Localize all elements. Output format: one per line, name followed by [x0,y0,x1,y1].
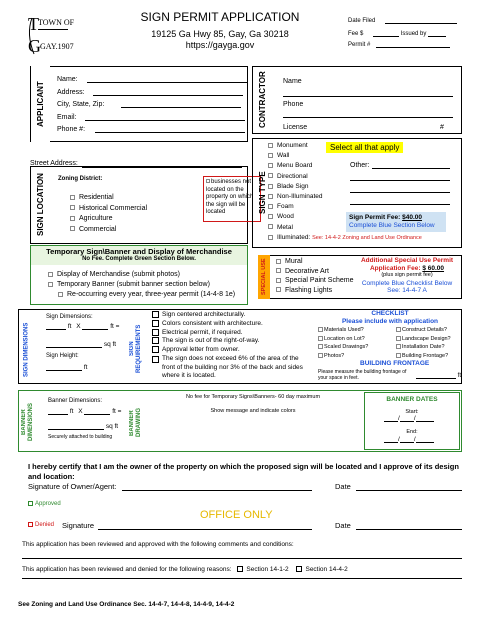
issued-by-label: Issued by [400,31,427,37]
sign-dimensions-caption: Sign Dimensions: [46,314,93,320]
zone-historical-commercial[interactable]: Historical Commercial [70,204,147,215]
fee-label: Fee $ [348,31,364,37]
banner-no-fee: No fee for Temporary Signs\Banners- 60 day maximum [185,394,321,400]
select-all-badge: Select all that apply [326,142,403,153]
zone-residential[interactable]: Residential [70,193,147,204]
sign-location-label: SIGN LOCATION [30,166,50,244]
special-decorative-art[interactable]: Decorative Art [276,267,353,277]
owner-signature-field[interactable] [122,490,312,491]
zone-agriculture[interactable]: Agriculture [70,214,147,225]
type-menu-board[interactable]: Menu Board [268,161,422,171]
seal-top-text: TOWN OF [38,18,75,27]
other-field-1[interactable] [372,168,450,169]
banner-show-colors: Show message and indicate colors [210,408,296,414]
special-flashing-lights[interactable]: Flashing Lights [276,286,353,296]
permit-label: Permit # [348,42,371,48]
office-signature-field[interactable] [98,529,312,530]
checklist-title: CHECKLIST [371,310,409,317]
banner-drawing-area[interactable] [148,416,358,448]
req-right-of-way[interactable]: The sign is out of the right-of-way. [152,337,312,346]
temp-display-merchandise[interactable]: Display of Merchandise (submit photos) [48,270,235,280]
type-monument[interactable]: Monument [268,141,422,151]
start-day[interactable] [400,421,414,422]
office-date-label: Date [335,521,351,530]
permit-field[interactable] [376,47,450,48]
seal-bottom-text: GAY.1907 [40,42,74,51]
owner-date-field[interactable] [356,490,462,491]
contractor-label: CONTRACTOR [252,66,272,134]
check-installation[interactable]: Installation Date? [396,343,451,352]
zoning-label: Zoning District: [58,176,103,182]
sign-requirements-label: SIGN REQUIREMENTS [129,324,142,374]
temporary-header [31,246,247,265]
banner-end-label: End: [406,429,418,435]
special-use-label: SPECIAL USE [258,255,270,299]
type-non-illuminated[interactable]: Non-Illuminated [268,192,422,202]
certify-text: I hereby certify that I am the owner of the property on which the proposed sign will be located and I approve of its design and location: [28,462,459,481]
special-mural[interactable]: Mural [276,257,353,267]
denied-text: This application has been reviewed and denied for the following reasons: [22,566,232,573]
office-only-label: OFFICE ONLY [200,509,273,521]
svg-text:G: G [28,36,41,56]
sign-dimensions-label: SIGN DIMENSIONS [23,322,30,378]
contractor-name-field[interactable] [283,96,453,97]
denied-checkbox[interactable]: Denied [28,522,54,528]
other-field-3[interactable] [350,192,450,193]
sign-fee-label: Sign Permit Fee: [349,214,401,221]
special-fee-value: $ 60.00 [422,264,445,272]
temporary-subtitle: No Fee. Complete Green Section Below. [82,256,196,262]
town-seal [22,14,75,60]
check-scaled-drawings[interactable]: Scaled Drawings? [318,343,368,352]
end-year[interactable] [416,442,434,443]
street-address-label: Street Address: [30,160,78,167]
banner-area-field[interactable] [48,429,104,430]
special-paint-scheme[interactable]: Special Paint Scheme [276,276,353,286]
fee-field[interactable] [373,36,399,37]
checklist-subtitle: Please include with application [341,317,439,325]
banner-dimensions-label: BANNER DIMENSIONS [21,403,34,442]
req-area-limit[interactable]: The sign does not exceed 6% of the area of the front of the building nor 3% of the back and sides where it is located. [152,355,312,381]
check-location[interactable]: Location on Lot? [318,335,368,344]
check-landscape[interactable]: Landscape Design? [396,335,451,344]
type-wall[interactable]: Wall [268,151,422,161]
town-address: 19125 Ga Hwy 85, Gay, Ga 30218 [151,29,289,39]
contractor-name-label: Name [283,78,302,85]
other-field-2[interactable] [350,180,450,181]
req-electrical[interactable]: Electrical permit, if required. [152,329,312,338]
town-website: https://gayga.gov [185,40,255,50]
page-title: SIGN PERMIT APPLICATION [140,10,300,24]
temporary-title: Temporary Sign\Banner and Display of Merchandise [46,247,232,256]
end-day[interactable] [400,442,414,443]
svg-text:T: T [28,14,39,34]
other-label: Other: [350,162,370,169]
banner-secure-note: Securely attached to building [48,434,113,440]
sign-fee-value: $40.00 [402,214,422,221]
sign-height-field[interactable] [46,370,82,371]
check-frontage[interactable]: Building Frontage? [396,352,451,361]
type-foam[interactable]: Foam [268,202,422,212]
sign-height-label: Sign Height: [46,353,79,359]
banner-dims-caption: Banner Dimensions: [48,398,103,404]
owner-date-label: Date [335,482,351,491]
contractor-phone-label: Phone [283,101,304,108]
issued-by-field[interactable] [428,36,446,37]
applicant-name-field[interactable]: Name: [57,74,104,87]
frontage-title: BUILDING FRONTAGE [360,360,430,367]
req-colors[interactable]: Colors consistent with architecture. [152,320,312,329]
check-photos[interactable]: Photos? [318,352,368,361]
owner-signature-label: Signature of Owner/Agent: [28,482,117,491]
frontage-field[interactable] [416,378,456,379]
check-materials[interactable]: Materials Used? [318,326,368,335]
sign-type-label: SIGN TYPE [252,138,272,248]
type-blade-sign[interactable]: Blade Sign [268,182,422,192]
special-fee-label: Application Fee: [369,264,421,272]
check-construct[interactable]: Construct Details? [396,326,451,335]
approved-text: This application has been reviewed and approved with the following comments and conditions: [22,541,294,548]
applicant-label: APPLICANT [30,66,50,142]
section-14-1-2[interactable]: Section 14-1-2 [237,566,288,573]
type-illuminated[interactable]: Illuminated: See: 14-4-2 Zoning and Land Use Ordinance [268,233,422,243]
banner-dates-title: BANNER DATES [386,396,438,403]
applicant-phone-field[interactable]: Phone #: [57,124,104,137]
special-use-title: Additional Special Use Permit [360,257,454,264]
start-month[interactable] [384,421,398,422]
illuminated-note: See: 14-4-2 Zoning and Land Use Ordinance [312,234,422,241]
zone-commercial[interactable]: Commercial [70,225,147,236]
special-see: See: 14-4-7 A [387,287,427,295]
dim-width-field[interactable] [46,329,66,330]
start-year[interactable] [416,421,434,422]
banner-start-label: Start: [405,409,419,415]
special-fee-note: (plus sign permit fee) [381,272,433,279]
approved-comments-field[interactable] [22,558,462,559]
footer-note: See Zoning and Land Use Ordinance Sec. 14-4-7, 14-4-8, 14-4-9, 14-4-2 [18,601,235,608]
offsite-business-note[interactable]: businesses not located on the property on which the sign will be located [203,176,261,222]
type-directional[interactable]: Directional [268,172,422,182]
temp-banner[interactable]: Temporary Banner (submit banner section below) [48,280,235,290]
sign-permit-fee-box [346,212,446,232]
banner-height-field[interactable] [84,414,110,415]
type-wood[interactable]: Wood [268,212,422,222]
temp-reoccurring[interactable]: Re-occurring every year, three-year permit (14-4-8 1e) [48,290,235,300]
denied-reasons-field[interactable] [22,578,462,579]
end-month[interactable] [384,442,398,443]
applicant-address-field[interactable]: Address: [57,87,104,100]
contractor-phone-field[interactable] [283,117,453,118]
contractor-license-label: License [283,124,308,131]
req-centered[interactable]: Sign centered architecturally. [152,311,312,320]
sign-fee-sub: Complete Blue Section Below [349,222,435,229]
type-metal[interactable]: Metal [268,223,422,233]
applicant-email-field[interactable]: Email: [57,112,104,125]
dim-area-field[interactable] [46,347,102,348]
other-field-4[interactable] [350,204,450,205]
applicant-city-field[interactable]: City, State, Zip: [57,99,104,112]
office-date-field[interactable] [356,529,462,530]
banner-drawing-label: BANNER DRAWING [129,408,142,438]
dim-height-field[interactable] [82,329,108,330]
office-signature-label: Signature [62,521,95,530]
special-checklist-note: Complete Blue Checklist Below [361,279,453,287]
section-14-4-2[interactable]: Section 14-4-2 [296,566,347,573]
banner-width-field[interactable] [48,414,68,415]
frontage-text: Please measure the building frontage of your space in feet. [318,369,407,381]
req-approval-letter[interactable]: Approval letter from owner. [152,346,312,355]
date-filed-label: Date Filed [348,18,376,24]
approved-checkbox[interactable]: Approved [28,501,61,507]
contractor-license-hash: # [440,124,444,131]
date-filed-field[interactable] [385,23,457,24]
